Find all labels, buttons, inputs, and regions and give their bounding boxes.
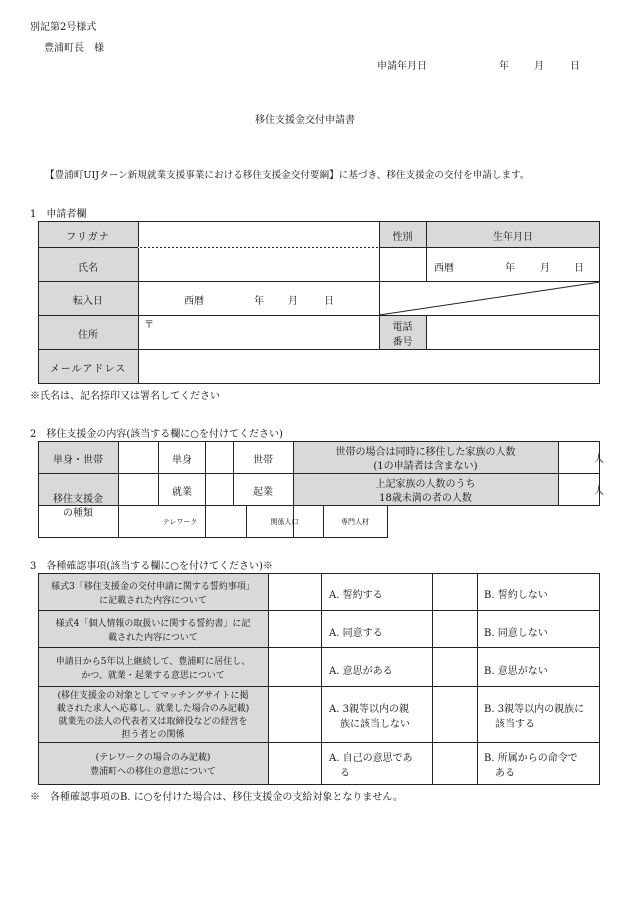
move-month: 月	[288, 296, 298, 307]
confirm-row1-q1: 様式3「移住支援金の交付申請に関する誓約事項」	[51, 582, 255, 592]
name-label: 氏名	[78, 263, 98, 274]
confirm-row5-option-b-cont: ある	[495, 768, 515, 779]
support-type-table	[38, 441, 604, 538]
confirm-row3-option-b: B. 意思がない	[484, 666, 548, 677]
employment-label: 就業	[172, 487, 192, 498]
confirm-row5-option-a: A. 自己の意思であ	[329, 753, 413, 764]
confirm-row1-option-a: A. 誓約する	[329, 590, 383, 601]
move-in-date-label: 転入日	[73, 296, 103, 307]
confirm-row4-q3: 就業先の法人の代表者又は取締役などの経営を	[58, 717, 248, 727]
confirm-row4-option-a: A. 3親等以内の親	[329, 704, 409, 715]
section1-heading: 1 申請者欄	[30, 209, 87, 220]
intro-text: 【豊浦町UIJターン新規就業支援事業における移住支援金交付要綱】に基づき、移住支援金の交付を申請します。	[45, 170, 530, 181]
birth-month: 月	[540, 263, 550, 274]
application-date-label: 申請年月日	[377, 61, 427, 72]
under18-line1: 上記家族の人数のうち	[375, 479, 476, 490]
addressee: 豊浦町長 様	[44, 43, 104, 54]
under18-line2: 18歳未満の者の人数	[379, 493, 472, 504]
furigana-label: フリガナ	[66, 232, 110, 243]
confirm-row5-q2: 豊浦町への移住の意思について	[90, 767, 216, 777]
gender-label: 性別	[392, 232, 413, 243]
family-count-line2: (1の申請者は含まない)	[373, 461, 478, 472]
section1-note: ※氏名は、記名捺印又は署名してください	[30, 391, 220, 402]
household-label: 世帯	[253, 455, 273, 466]
birthdate-label: 生年月日	[493, 232, 533, 243]
confirm-row4-option-b-cont: 該当する	[495, 719, 535, 730]
confirm-row5-option-b: B. 所属からの命令で	[484, 753, 578, 764]
address-label: 住所	[78, 330, 98, 341]
email-label: メールアドレス	[49, 364, 127, 375]
related-population-label: 関係人口	[270, 518, 299, 526]
single-label: 単身	[172, 455, 192, 466]
move-year: 年	[254, 296, 264, 307]
confirm-row2-q2: 載された内容について	[108, 633, 198, 643]
section3-note: ※ 各種確認事項のB. に○を付けた場合は、移住支援金の支給対象となりません。	[30, 792, 404, 803]
confirm-row4-q1: (移住支援金の対象としてマッチングサイトに掲	[57, 691, 249, 701]
birth-era: 西暦	[434, 263, 454, 274]
family-count-line1: 世帯の場合は同時に移住した家族の人数	[335, 447, 516, 458]
confirm-row4-option-a-cont: 族に該当しない	[340, 719, 410, 730]
section3-heading: 3 各種確認事項(該当する欄に○を付けてください)※	[30, 561, 273, 572]
confirm-row1-option-b: B. 誓約しない	[484, 590, 548, 601]
document-title: 移住支援金交付申請書	[255, 115, 355, 126]
date-month: 月	[534, 61, 544, 72]
confirm-row2-q1: 様式4「個人情報の取扱いに関する誓約書」に記	[55, 619, 251, 629]
startup-label: 起業	[253, 487, 273, 498]
postal-mark: 〒	[144, 320, 154, 331]
name-input-area[interactable]	[139, 248, 379, 281]
confirm-row4-q2: 載された求人へ応募し、就業した場合のみ記載)	[56, 704, 250, 714]
family-count-unit: 人	[594, 454, 604, 465]
move-day: 日	[324, 296, 334, 307]
single-household-label: 単身・世帯	[53, 455, 103, 466]
confirm-row2-option-a: A. 同意する	[329, 628, 383, 639]
date-year: 年	[499, 61, 509, 72]
confirm-row1-q2: に記載された内容について	[99, 596, 207, 606]
confirm-row4-option-b: B. 3親等以内の親族に	[484, 704, 585, 715]
confirm-row5-option-a-cont: る	[340, 768, 350, 779]
applicant-table	[38, 221, 600, 384]
support-type-line2: の種類	[63, 508, 93, 519]
move-era: 西暦	[184, 296, 204, 307]
date-day: 日	[570, 61, 580, 72]
confirm-row3-q2: かつ、就業・起業する意思について	[81, 671, 225, 681]
confirm-row3-option-a: A. 意思がある	[329, 666, 393, 677]
telework-label: テレワーク	[162, 518, 198, 526]
phone-label-2: 番号	[392, 337, 413, 348]
birth-year: 年	[505, 263, 515, 274]
birth-day: 日	[574, 263, 584, 274]
confirmation-table	[38, 573, 600, 785]
support-type-line1: 移住支援金	[53, 494, 103, 505]
form-number: 別記第2号様式	[30, 22, 97, 33]
confirm-row4-q4: 担う者との関係	[121, 730, 185, 740]
section2-heading: 2 移住支援金の内容(該当する欄に○を付けてください)	[30, 429, 283, 440]
confirm-row5-q1: (テレワークの場合のみ記載)	[95, 753, 211, 763]
specialist-label: 専門人材	[341, 518, 369, 526]
confirm-row3-q1: 申請日から5年以上継続して、豊浦町に居住し、	[55, 657, 251, 667]
confirm-row2-option-b: B. 同意しない	[484, 628, 548, 639]
phone-label-1: 電話	[392, 322, 413, 333]
under18-unit: 人	[594, 486, 604, 497]
